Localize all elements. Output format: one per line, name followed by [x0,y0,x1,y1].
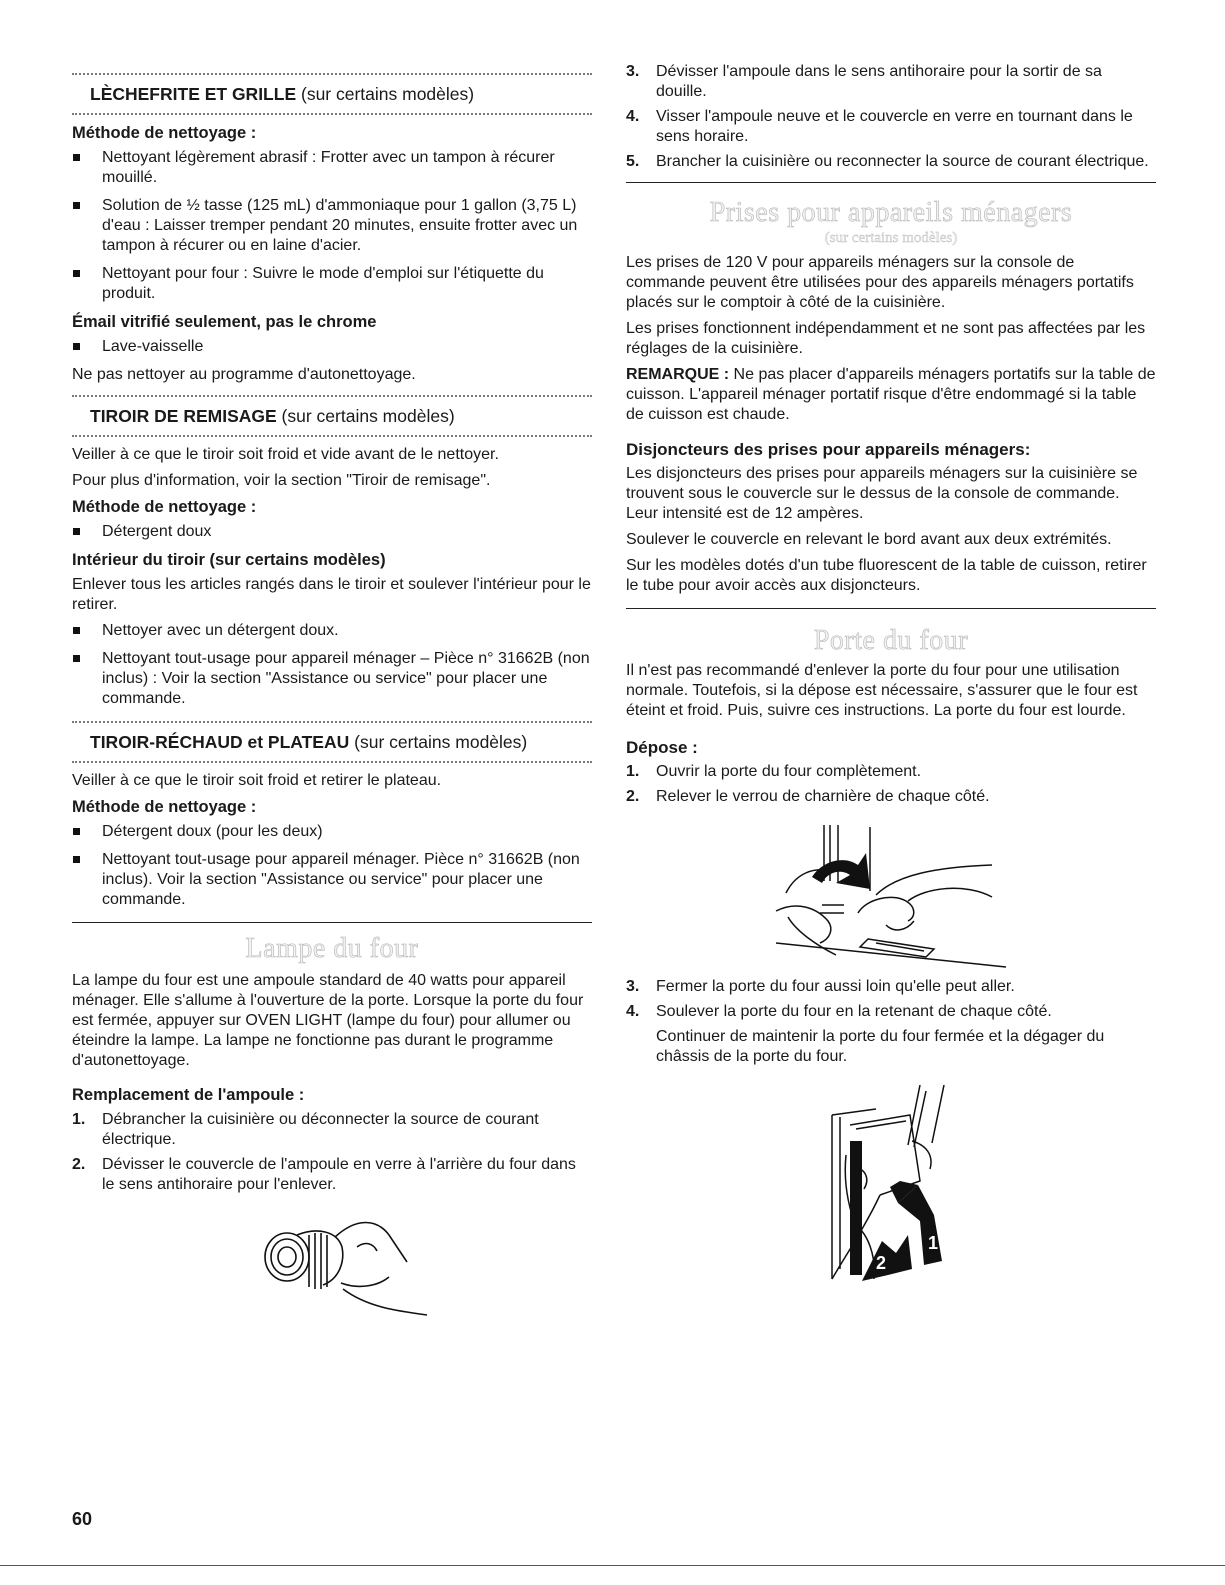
rechaud-title: TIROIR-RÉCHAUD et PLATEAU [90,732,350,752]
replace-heading: Remplacement de l'ampoule : [72,1086,305,1104]
bullet-icon [73,528,80,535]
porte-title: Porte du four [813,625,969,656]
paragraph: Il n'est pas recommandé d'enlever la porte du four pour une utilisation normale. Toutefois, si la dépose est nécessaire, s'assurer que le four est éteint et froid. Puis, suivre ces instructions. La porte du four est lourde. [626,662,1138,719]
right-column [626,62,1156,1285]
interior-heading: Intérieur du tiroir (sur certains modèles) [72,551,386,569]
section-rule [626,182,1156,183]
step-badge-2: 2 [876,1253,887,1273]
remarque-paragraph: REMARQUE : Ne pas placer d'appareils ménagers portatifs sur la table de cuisson. L'appareil ménager portatif risque d'être endommagé si la table de cuisson est chaude. [626,366,1156,423]
bullet-icon [73,627,80,634]
method-heading: Méthode de nettoyage : [72,124,257,142]
step-item: 4. Soulever la porte du four en la retenant de chaque côté. [626,1003,1052,1020]
remarque-label: REMARQUE : [626,366,730,383]
rechaud-title-suffix: (sur certains modèles) [349,732,528,752]
paragraph: Veiller à ce que le tiroir soit froid et retirer le plateau. [72,772,442,789]
section-rule [72,922,592,923]
section-rule [626,608,1156,609]
bullet-icon [73,270,80,277]
paragraph: Continuer de maintenir la porte du four fermée et la dégager du châssis de la porte du four. [656,1028,1105,1065]
list-item: Lave-vaisselle [72,337,592,357]
left-column [72,62,592,1317]
list-item: Nettoyant pour four : Suivre le mode d'emploi sur l'étiquette du produit. [72,264,592,304]
method-heading: Méthode de nettoyage : [72,498,257,516]
step-item: 1. Ouvrir la porte du four complètement. [626,763,922,780]
paragraph: La lampe du four est une ampoule standard de 40 watts pour appareil ménager. Elle s'allume à l'ouverture de la porte. Lorsque la porte du four est fermée, appuyer sur OVEN LIGHT (lampe du four) pour allumer ou éteindre la lampe. La lampe ne fonctionne pas durant le programme d'autonettoyage. [72,972,584,1069]
remisage-header [72,397,592,435]
paragraph: Les disjoncteurs des prises pour appareils ménagers sur la cuisinière se trouvent sous le couvercle sur le dessus de la console de commande. Leur intensité est de 12 ampères. [626,465,1138,522]
list-item: Nettoyer avec un détergent doux. [72,621,592,641]
lechefrite-title-suffix: (sur certains modèles) [296,84,475,104]
paragraph: Sur les modèles dotés d'un tube fluorescent de la table de cuisson, retirer le tube pour avoir accès aux disjoncteurs. [626,557,1147,594]
list-item: Nettoyant tout-usage pour appareil ménager – Pièce n° 31662B (non inclus) : Voir la section "Assistance ou service" pour placer une commande. [72,649,592,709]
step-item: 2. Dévisser le couvercle de l'ampoule en verre à l'arrière du four dans le sens antihoraire pour l'enlever. [72,1156,576,1193]
hinge-lock-illustration [766,821,1006,971]
bullet-icon [73,655,80,662]
paragraph: Soulever le couvercle en relevant le bord avant aux deux extrémités. [626,531,1112,548]
list-item: Détergent doux (pour les deux) [72,822,592,842]
bullet-icon [73,154,80,161]
paragraph: Pour plus d'information, voir la section "Tiroir de remisage". [72,472,491,489]
prises-subtitle: (sur certains modèles) [824,230,958,246]
section-divider [72,113,592,115]
list-item: Nettoyant tout-usage pour appareil ménager. Pièce n° 31662B (non inclus). Voir la section "Assistance ou service" pour placer une commande. [72,850,592,910]
step-badge-1: 1 [928,1233,939,1253]
paragraph: Veiller à ce que le tiroir soit froid et vide avant de le nettoyer. [72,446,499,463]
section-divider [72,435,592,437]
page-bottom-rule [0,1565,1225,1566]
method-heading: Méthode de nettoyage : [72,798,257,816]
list-item: Détergent doux [72,522,592,542]
disjoncteurs-heading: Disjoncteurs des prises pour appareils ménagers: [626,440,1031,459]
page-number: 60 [72,1509,93,1529]
bullet-icon [73,343,80,350]
door-removal-illustration [816,1085,996,1285]
section-divider [72,761,592,763]
bulb-cover-illustration [257,1207,457,1317]
lampe-title: Lampe du four [245,933,419,964]
note-text: Ne pas nettoyer au programme d'autonettoyage. [72,366,416,383]
step-item: 5. Brancher la cuisinière ou reconnecter la source de courant électrique. [626,153,1149,170]
remisage-title: TIROIR DE REMISAGE [90,406,277,426]
step-item: 2. Relever le verrou de charnière de chaque côté. [626,788,990,805]
step-item: 4. Visser l'ampoule neuve et le couvercle en verre en tournant dans le sens horaire. [626,108,1133,145]
prises-title: Prises pour appareils ménagers [709,197,1073,228]
email-heading: Émail vitrifié seulement, pas le chrome [72,313,377,331]
paragraph: Les prises fonctionnent indépendamment et ne sont pas affectées par les réglages de la cuisinière. [626,320,1146,357]
bullet-icon [73,202,80,209]
lechefrite-header [72,75,592,113]
paragraph: Les prises de 120 V pour appareils ménagers sur la console de commande peuvent être utilisées pour des appareils ménagers portatifs placés sur le comptoir à côté de la cuisinière. [626,254,1134,311]
list-item: Solution de ½ tasse (125 mL) d'ammoniaque pour 1 gallon (3,75 L) d'eau : Laisser tremper pendant 20 minutes, ensuite frotter avec un tampon à récurer ou en laine d'acier. [72,196,592,256]
step-item: 3. Fermer la porte du four aussi loin qu'elle peut aller. [626,978,1015,995]
remisage-title-suffix: (sur certains modèles) [276,406,455,426]
depose-heading: Dépose : [626,738,698,757]
paragraph: Enlever tous les articles rangés dans le tiroir et soulever l'intérieur pour le retirer. [72,576,591,613]
list-item: Nettoyant légèrement abrasif : Frotter avec un tampon à récurer mouillé. [72,148,592,188]
bullet-icon [73,856,80,863]
step-item: 1. Débrancher la cuisinière ou déconnecter la source de courant électrique. [72,1111,539,1148]
lechefrite-title: LÈCHEFRITE ET GRILLE [90,84,297,104]
rechaud-header [72,723,592,761]
step-item: 3. Dévisser l'ampoule dans le sens antihoraire pour la sortir de sa douille. [626,63,1102,100]
bullet-icon [73,828,80,835]
